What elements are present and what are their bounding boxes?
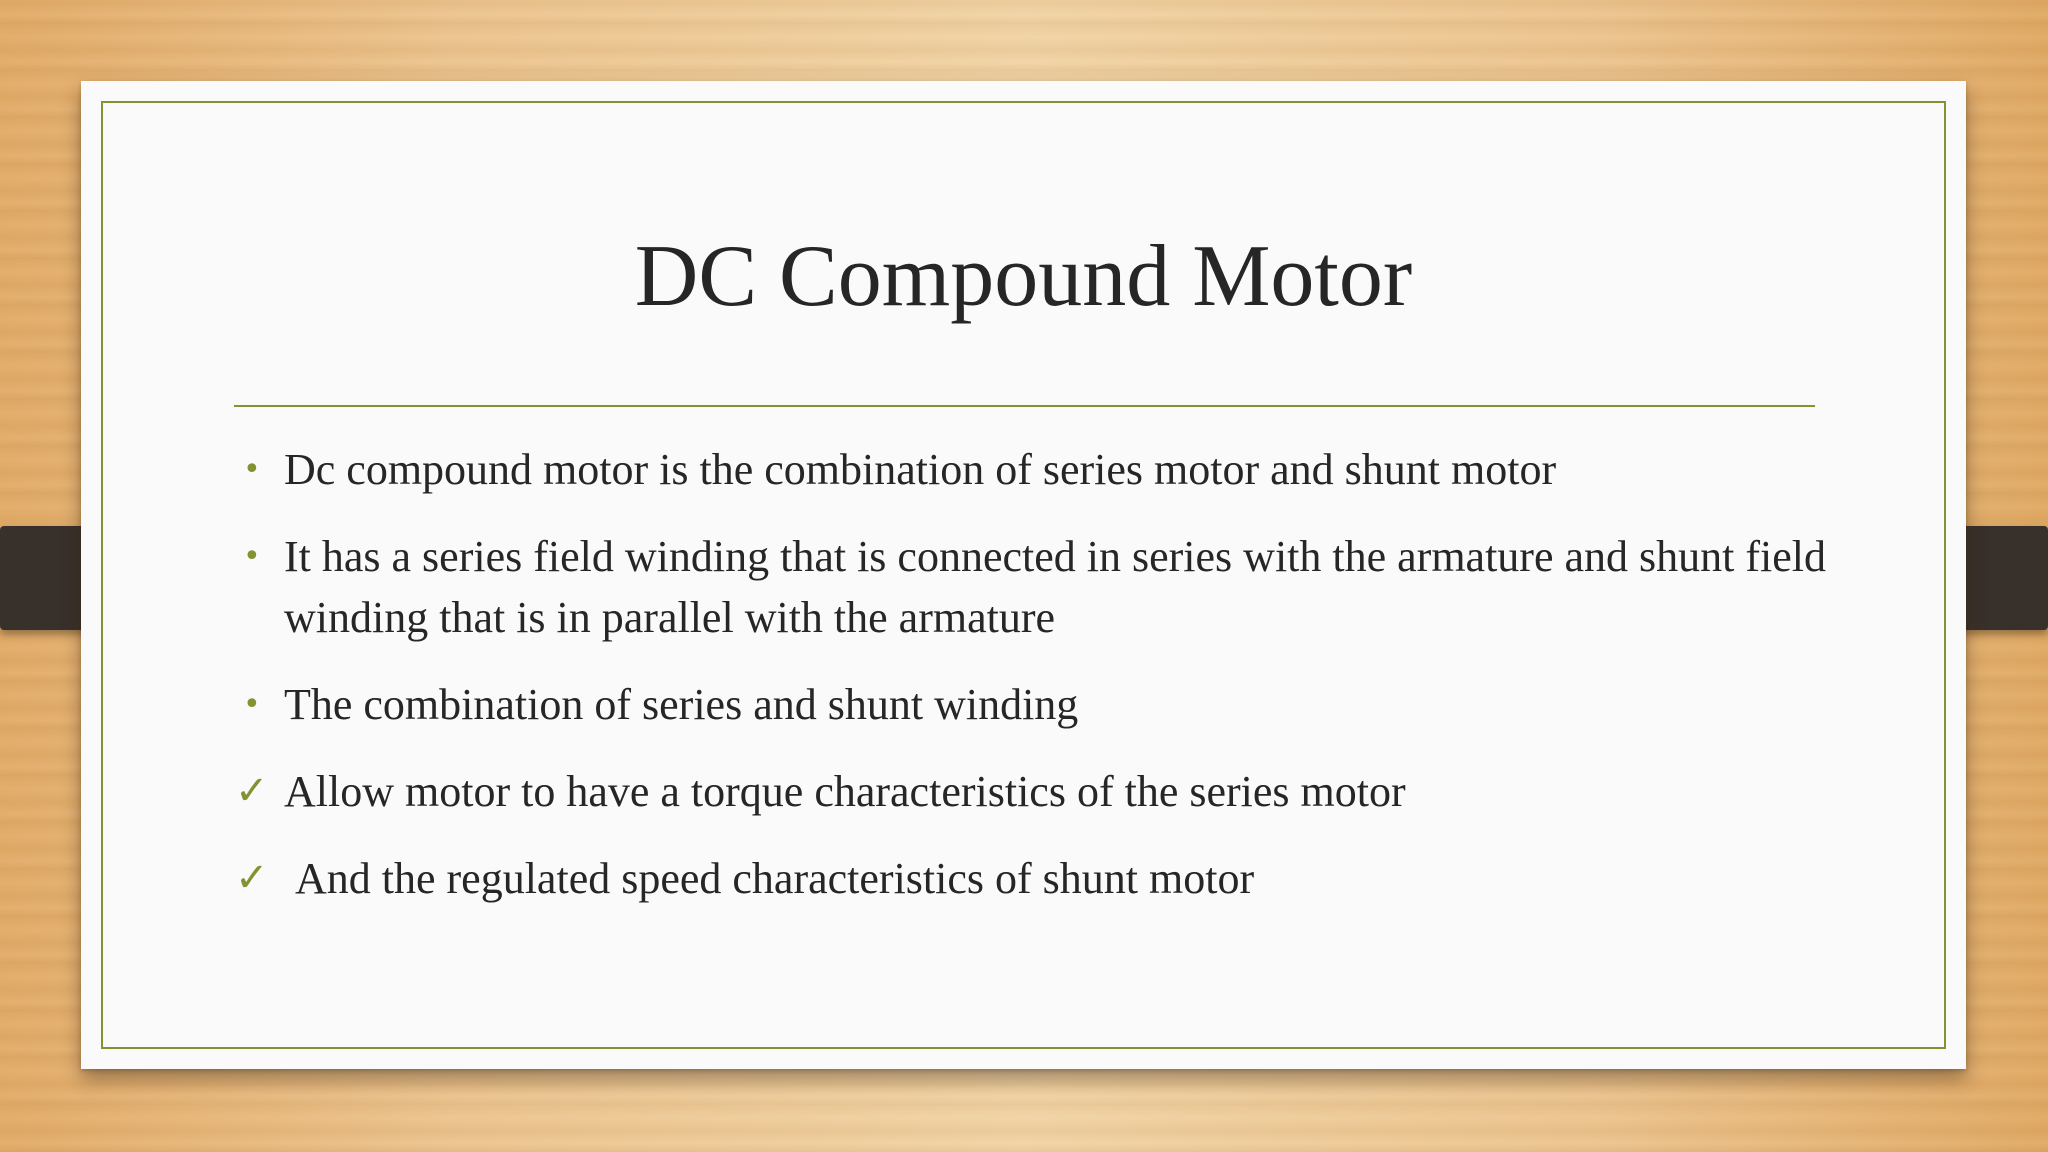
bullet-text: Dc compound motor is the combination of series motor and shunt motor xyxy=(284,445,1557,494)
checkmark-icon: ✓ xyxy=(235,855,269,901)
bullet-text: And the regulated speed characteristics of shunt motor xyxy=(284,854,1255,903)
slide-title: DC Compound Motor xyxy=(634,228,1413,325)
bullet-list xyxy=(233,439,1853,935)
bullet-item xyxy=(233,848,1853,909)
bullet-item xyxy=(233,439,1853,500)
dot-icon: • xyxy=(243,539,261,574)
bullet-item xyxy=(233,674,1853,735)
bullet-text: It has a series field winding that is connected in series with the armature and shunt field winding that is in parallel with the armature xyxy=(284,532,1826,642)
bullet-item xyxy=(233,526,1853,648)
bullet-text: The combination of series and shunt winding xyxy=(284,680,1079,729)
checkmark-icon: ✓ xyxy=(235,768,269,814)
dot-icon: • xyxy=(243,687,261,722)
dot-icon: • xyxy=(243,452,261,487)
slide-paper xyxy=(81,81,1966,1069)
bullet-item xyxy=(233,761,1853,822)
bullet-text: Allow motor to have a torque characteristics of the series motor xyxy=(284,767,1406,816)
title-divider xyxy=(234,405,1815,407)
